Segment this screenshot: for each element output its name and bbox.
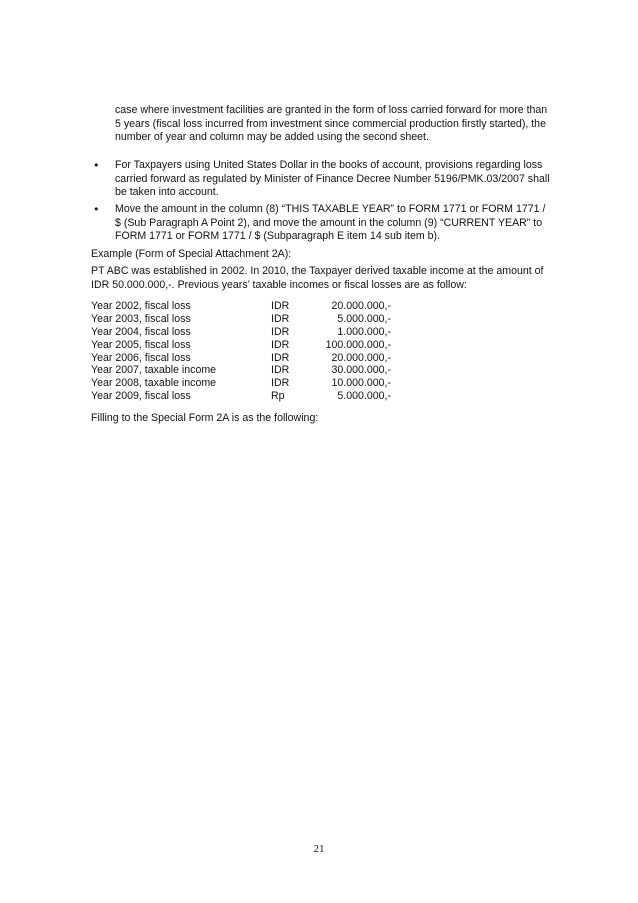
year-label: Year 2008, taxable income: [91, 377, 217, 390]
amount: 5.000.000,-: [337, 390, 391, 403]
table-row: [91, 377, 391, 390]
amount: 100.000.000,-: [325, 338, 391, 351]
currency: IDR: [271, 312, 290, 325]
table-row: [91, 390, 391, 403]
page-number: 21: [313, 843, 325, 855]
text-line: For Taxpayers using United States Dollar in the books of account, provisions regarding loss: [115, 159, 543, 171]
bullet-icon: •: [93, 159, 100, 172]
currency: IDR: [271, 377, 290, 390]
text-line: 5 years (fiscal loss incurred from investment since commercial production firstly started), the: [115, 117, 546, 130]
table-row: [91, 326, 391, 339]
currency: IDR: [271, 364, 290, 377]
bullet-paragraph: [115, 159, 562, 200]
bullet-icon: •: [93, 203, 100, 216]
table-row: [91, 313, 391, 326]
currency: IDR: [271, 338, 290, 351]
currency: IDR: [271, 325, 290, 338]
text-line: PT ABC was established in 2002. In 2010, the Taxpayer derived taxable income at the amount of: [91, 265, 544, 277]
amount: 10.000.000,-: [331, 377, 391, 390]
year-label: Year 2009, fiscal loss: [91, 390, 191, 403]
closing-line: Filling to the Special Form 2A is as the following:: [91, 412, 319, 424]
example-intro: [91, 265, 562, 292]
year-label: Year 2006, fiscal loss: [91, 351, 191, 364]
year-label: Year 2004, fiscal loss: [91, 325, 191, 338]
text-line: carried forward as regulated by Minister of Finance Decree Number 5196/PMK.03/2007 shall: [115, 172, 550, 185]
table-row: [91, 352, 391, 365]
currency: IDR: [271, 351, 290, 364]
table-row: [91, 364, 391, 377]
bullet-paragraph: [115, 203, 562, 244]
text-line: $ (Sub Paragraph A Point 2), and move the amount in the column (9) “CURRENT YEAR” to: [115, 216, 543, 229]
amount: 20.000.000,-: [331, 351, 391, 364]
text-line: number of year and column may be added using the second sheet.: [115, 131, 429, 144]
amount: 30.000.000,-: [331, 364, 391, 377]
amount: 5.000.000,-: [337, 312, 391, 325]
continuation-paragraph: [115, 104, 562, 145]
table-row: [91, 339, 391, 352]
text-line: IDR 50.000.000,-. Previous years’ taxable incomes or fiscal losses are as follow:: [91, 278, 467, 291]
fiscal-years-table: [91, 300, 391, 403]
text-line: case where investment facilities are granted in the form of loss carried forward for more than: [115, 104, 548, 116]
text-line: FORM 1771 or FORM 1771 / $ (Subparagraph E item 14 sub item b).: [115, 230, 441, 243]
text-line: Move the amount in the column (8) “THIS TAXABLE YEAR” to FORM 1771 or FORM 1771 /: [115, 203, 546, 215]
year-label: Year 2005, fiscal loss: [91, 338, 191, 351]
text-line: be taken into account.: [115, 186, 219, 199]
year-label: Year 2002, fiscal loss: [91, 300, 191, 312]
currency: IDR: [271, 300, 290, 312]
currency: Rp: [271, 390, 285, 403]
year-label: Year 2007, taxable income: [91, 364, 217, 377]
amount: 1.000.000,-: [337, 325, 391, 338]
example-heading: Example (Form of Special Attachment 2A):: [91, 248, 292, 260]
table-row: [91, 300, 391, 313]
amount: 20.000.000,-: [331, 300, 391, 312]
year-label: Year 2003, fiscal loss: [91, 312, 191, 325]
